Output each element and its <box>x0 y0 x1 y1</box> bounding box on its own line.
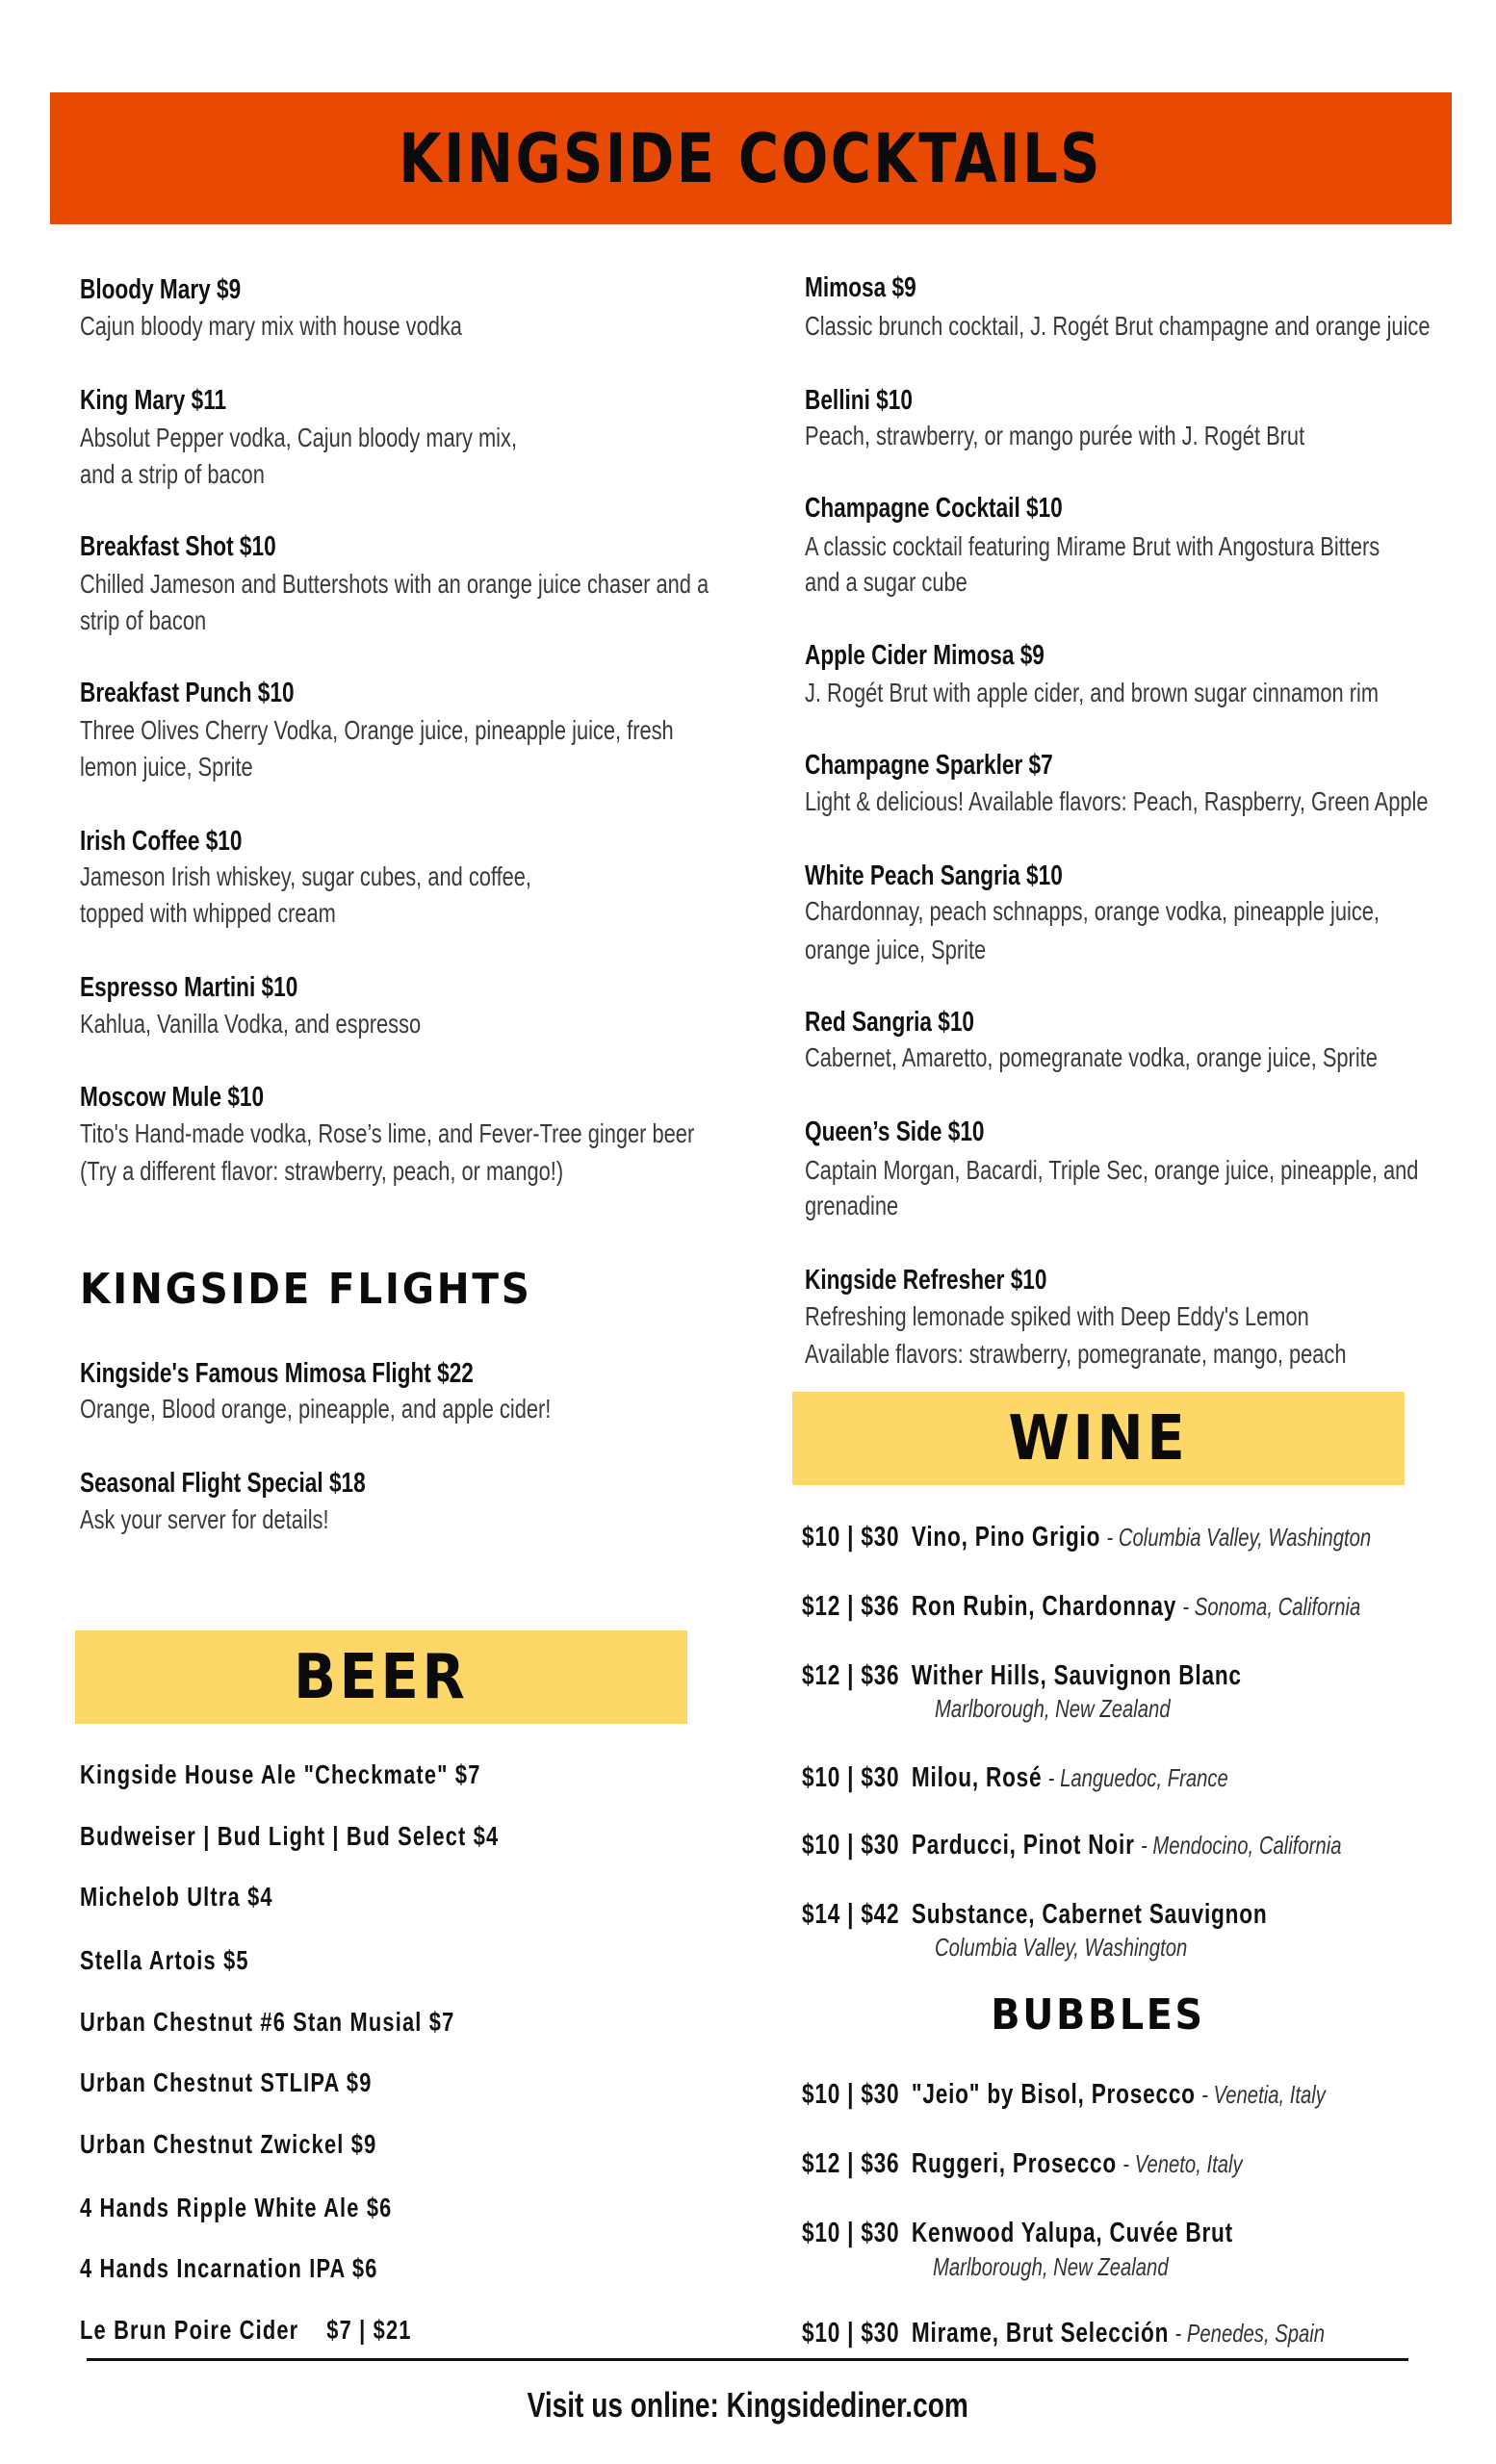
beer-item: Kingside House Ale "Checkmate" $7 <box>80 1759 481 1789</box>
menu-item-title: White Peach Sangria $10 <box>805 860 1063 891</box>
wine-item: $10 | $30 Milou, Rosé - Languedoc, France <box>802 1762 1228 1793</box>
menu-item-desc: Chardonnay, peach schnapps, orange vodka, pineapple juice, <box>805 896 1380 926</box>
wine-item-region: Columbia Valley, Washington <box>935 1933 1188 1962</box>
menu-item-desc: A classic cocktail featuring Mirame Brut with Angostura Bitters <box>805 531 1380 561</box>
flight-item-desc: Orange, Blood orange, pineapple, and apple cider! <box>80 1394 552 1424</box>
beer-item: Urban Chestnut STLIPA $9 <box>80 2067 373 2097</box>
menu-item-desc: Chilled Jameson and Buttershots with an orange juice chaser and a <box>80 569 709 599</box>
menu-item-desc: Peach, strawberry, or mango purée with J. Rogét Brut <box>805 421 1305 450</box>
menu-item-desc: (Try a different flavor: strawberry, peach, or mango!) <box>80 1156 564 1186</box>
footer-divider <box>87 2358 1408 2361</box>
beer-item: Le Brun Poire Cider $7 | $21 <box>80 2315 412 2345</box>
menu-item-desc: strip of bacon <box>80 605 207 635</box>
menu-item-desc: Cajun bloody mary mix with house vodka <box>80 311 462 341</box>
menu-item-desc: Kahlua, Vanilla Vodka, and espresso <box>80 1009 422 1039</box>
wine-banner <box>792 1392 1405 1485</box>
menu-item-desc: Classic brunch cocktail, J. Rogét Brut champagne and orange juice <box>805 311 1431 341</box>
wine-item: $14 | $42 Substance, Cabernet Sauvignon <box>802 1899 1268 1930</box>
menu-item-title: Breakfast Punch $10 <box>80 678 295 708</box>
menu-item-title: Queen’s Side $10 <box>805 1116 985 1147</box>
menu-item-desc: orange juice, Sprite <box>805 935 987 964</box>
menu-item-title: Apple Cider Mimosa $9 <box>805 640 1045 671</box>
menu-item-title: Breakfast Shot $10 <box>80 531 276 562</box>
menu-item-title: Champagne Sparkler $7 <box>805 750 1053 781</box>
beer-item: Michelob Ultra $4 <box>80 1882 273 1912</box>
menu-item-desc: and a sugar cube <box>805 567 967 597</box>
menu-item-desc: Jameson Irish whiskey, sugar cubes, and coffee, <box>80 861 531 891</box>
menu-item-desc: Absolut Pepper vodka, Cajun bloody mary mix, <box>80 423 518 452</box>
page-title: KINGSIDE COCKTAILS <box>399 118 1103 198</box>
flight-item-title: Kingside's Famous Mimosa Flight $22 <box>80 1358 474 1389</box>
menu-item-title: Champagne Cocktail $10 <box>805 493 1063 524</box>
beer-item: Stella Artois $5 <box>80 1945 249 1975</box>
beer-item: Urban Chestnut #6 Stan Musial $7 <box>80 2007 455 2037</box>
menu-item-title: Irish Coffee $10 <box>80 826 243 857</box>
flights-heading: KINGSIDE FLIGHTS <box>80 1265 532 1314</box>
menu-item-title: Red Sangria $10 <box>805 1007 975 1038</box>
menu-item-title: Bloody Mary $9 <box>80 274 242 305</box>
beer-banner <box>75 1630 687 1724</box>
menu-item-desc: topped with whipped cream <box>80 898 336 928</box>
wine-item: $12 | $36 Ron Rubin, Chardonnay - Sonoma, California <box>802 1591 1361 1622</box>
beer-item: 4 Hands Incarnation IPA $6 <box>80 2253 378 2283</box>
footer-link[interactable]: Visit us online: Kingsidediner.com <box>527 2385 969 2425</box>
menu-item-desc: Light & delicious! Available flavors: Peach, Raspberry, Green Apple <box>805 786 1429 816</box>
wine-heading: WINE <box>1008 1402 1189 1475</box>
menu-item-desc: Tito's Hand-made vodka, Rose’s lime, and Fever-Tree ginger beer <box>80 1118 695 1148</box>
wine-item: $10 | $30 Vino, Pino Grigio - Columbia Valley, Washington <box>802 1522 1372 1553</box>
wine-item: $12 | $36 Wither Hills, Sauvignon Blanc <box>802 1660 1242 1691</box>
menu-item-desc: J. Rogét Brut with apple cider, and brown sugar cinnamon rim <box>805 678 1380 707</box>
bubbles-item: $10 | $30 Mirame, Brut Selección - Penedes, Spain <box>802 2318 1326 2348</box>
menu-item-desc: Available flavors: strawberry, pomegranate, mango, peach <box>805 1339 1347 1369</box>
wine-item-region: Marlborough, New Zealand <box>935 1694 1171 1723</box>
menu-item-title: King Mary $11 <box>80 385 227 416</box>
bubbles-heading: BUBBLES <box>991 1990 1206 2040</box>
wine-item: $10 | $30 Parducci, Pinot Noir - Mendocino, California <box>802 1830 1342 1861</box>
bubbles-item: $12 | $36 Ruggeri, Prosecco - Veneto, Italy <box>802 2148 1243 2179</box>
beer-item: 4 Hands Ripple White Ale $6 <box>80 2193 393 2222</box>
menu-item-desc: Captain Morgan, Bacardi, Triple Sec, orange juice, pineapple, and <box>805 1155 1419 1185</box>
beer-heading: BEER <box>294 1641 469 1713</box>
flight-item-desc: Ask your server for details! <box>80 1504 329 1534</box>
menu-item-title: Moscow Mule $10 <box>80 1082 265 1113</box>
bubbles-item: $10 | $30 "Jeio" by Bisol, Prosecco - Venetia, Italy <box>802 2079 1326 2110</box>
menu-item-title: Espresso Martini $10 <box>80 972 298 1003</box>
menu-item-desc: Refreshing lemonade spiked with Deep Eddy's Lemon <box>805 1301 1309 1331</box>
menu-item-desc: lemon juice, Sprite <box>80 752 253 782</box>
menu-item-desc: and a strip of bacon <box>80 459 265 489</box>
menu-item-desc: Cabernet, Amaretto, pomegranate vodka, orange juice, Sprite <box>805 1042 1378 1072</box>
menu-item-title: Bellini $10 <box>805 385 913 416</box>
flight-item-title: Seasonal Flight Special $18 <box>80 1468 366 1499</box>
menu-item-desc: Three Olives Cherry Vodka, Orange juice, pineapple juice, fresh <box>80 715 674 745</box>
menu-item-desc: grenadine <box>805 1191 899 1220</box>
beer-item: Urban Chestnut Zwickel $9 <box>80 2129 377 2159</box>
menu-item-title: Kingside Refresher $10 <box>805 1265 1047 1296</box>
bubbles-item-region: Marlborough, New Zealand <box>933 2252 1169 2281</box>
header-banner <box>50 92 1452 224</box>
bubbles-item: $10 | $30 Kenwood Yalupa, Cuvée Brut <box>802 2218 1233 2248</box>
menu-item-title: Mimosa $9 <box>805 272 916 303</box>
beer-item: Budweiser | Bud Light | Bud Select $4 <box>80 1821 500 1851</box>
